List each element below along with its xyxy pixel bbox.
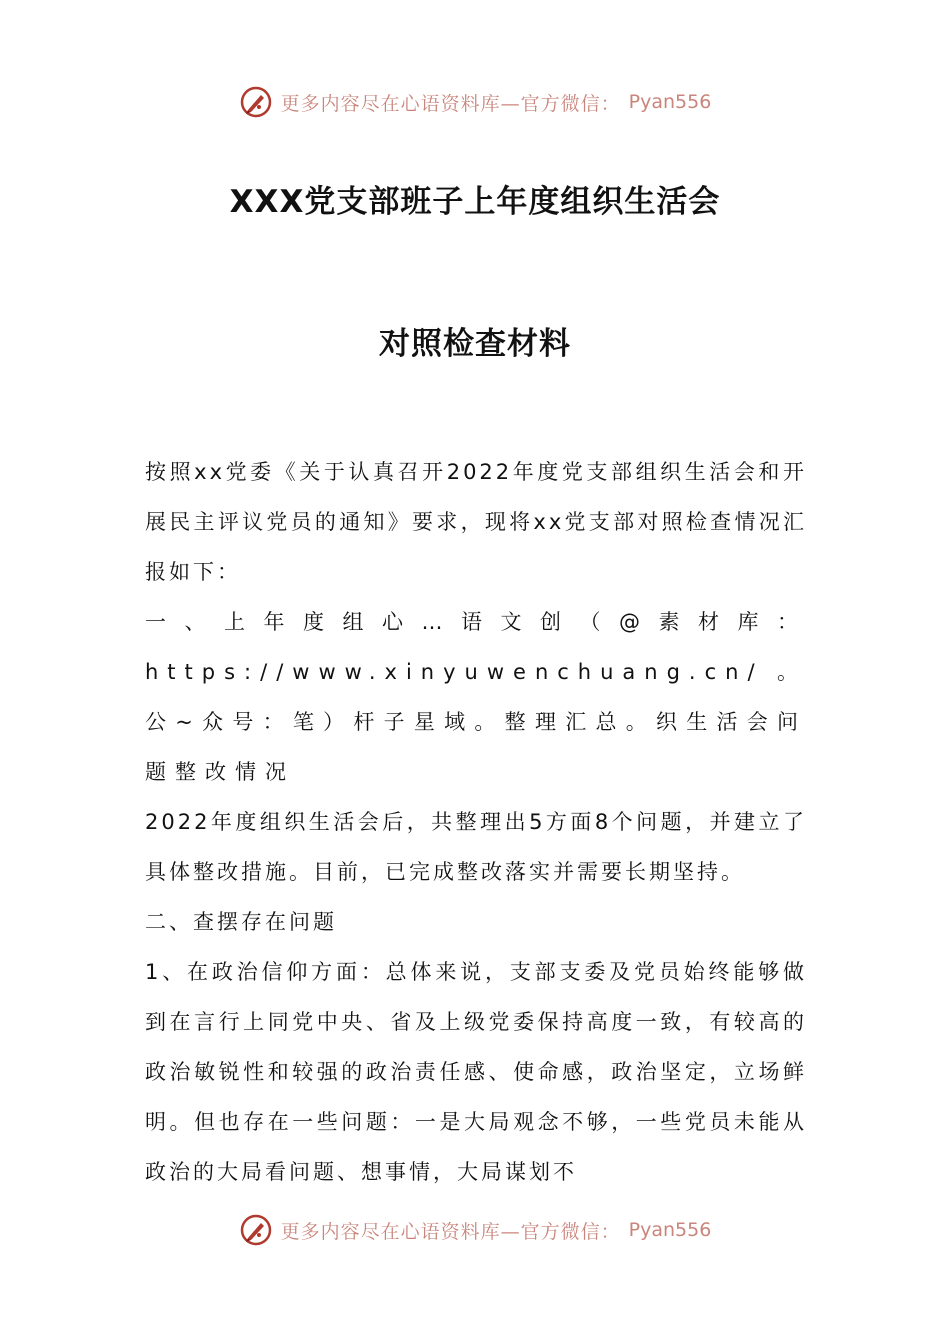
- watermark-text: 更多内容尽在心语资料库—官方微信：: [280, 92, 621, 115]
- document-subtitle: 对照检查材料: [379, 326, 571, 362]
- watermark-handle: Pyan556: [628, 1219, 712, 1241]
- header-watermark: [0, 82, 950, 122]
- pen-logo-icon: [239, 1213, 273, 1247]
- watermark-text: 更多内容尽在心语资料库—官方微信：: [280, 1220, 621, 1243]
- paragraph-rectification-summary: 2022年度组织生活会后，共整理出5方面8个问题，并建立了具体整改措施。目前，已完成整改落实并需要长期坚持。: [145, 810, 807, 884]
- paragraph-political-belief: 1、在政治信仰方面：总体来说，支部支委及党员始终能够做到在言行上同党中央、省及上级党委保持高度一致，有较高的政治敏锐性和较强的政治责任感、使命感，政治坚定，立场鲜明。但也存在一些问题：一是大局观念不够，一些党员未能从政治的大局看问题、想事情，大局谋划不: [145, 960, 807, 1184]
- document-title: XXX党支部班子上年度组织生活会: [229, 184, 721, 220]
- watermark-handle: Pyan556: [628, 91, 712, 113]
- document-body: [145, 447, 807, 1197]
- paragraph-intro: 按照xx党委《关于认真召开2022年度党支部组织生活会和开展民主评议党员的通知》要求，现将xx党支部对照检查情况汇报如下：: [145, 460, 807, 584]
- footer-watermark: [0, 1210, 950, 1250]
- paragraph-section-one-heading: 一、上年度组心…语文创（@素材库：https://www.xinyuwenchuang.cn/。公~众号：笔）杆子星域。整理汇总。织生活会问题整改情况: [145, 610, 807, 784]
- paragraph-section-two-heading: 二、查摆存在问题: [145, 910, 337, 934]
- pen-logo-icon: [239, 85, 273, 119]
